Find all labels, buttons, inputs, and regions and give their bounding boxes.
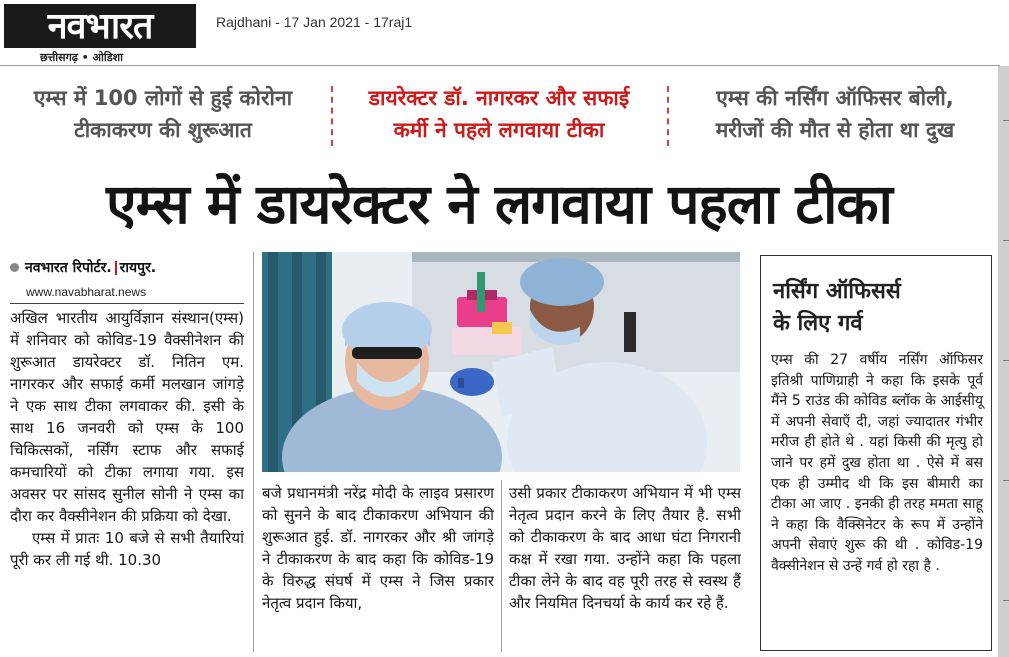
article-column-2 [262, 482, 494, 652]
teaser-separator [331, 86, 333, 146]
sidebar-title-line-2: के लिए गर्व [773, 311, 863, 336]
byline-divider [115, 261, 117, 275]
bullet-icon [10, 263, 19, 272]
teaser-left-line-2: टीकाकरण की शुरूआत [74, 118, 252, 142]
byline-reporter: नवभारत रिपोर्टर. [25, 260, 112, 276]
article-paragraph: अखिल भारतीय आयुर्विज्ञान संस्थान(एम्स) में शनिवार को कोविड-19 वैक्सीनेशन की शुरूआत डायरेक्टर डॉ. नितिन एम. नागरकर और सफाई कर्मी मलखान जांगड़े ने एक साथ टीका लगवाकर की. इसी के साथ 16 जनवरी को एम्स के 100 चिकित्सकों, नर्सिंग स्टाफ और सफाई कमचारियों को टीका लगाया गया. इस अवसर पर सांसद सुनील सोनी ने एम्स का दौरा कर वैक्सीनेशन की प्रक्रिया को देखा. [10, 309, 244, 525]
article-column-3 [509, 482, 741, 652]
vaccination-photo [262, 252, 740, 472]
article-column-1 [10, 307, 244, 651]
article-paragraph: एम्स में प्रातः 10 बजे से सभी तैयारियां पूरी कर ली गई थी. 10.30 [10, 529, 244, 569]
sidebar-title-line-1: नर्सिंग ऑफिसर्स [773, 279, 901, 304]
website-link[interactable]: www.navabharat.news [26, 285, 147, 299]
page-dateline: Rajdhani - 17 Jan 2021 - 17raj1 [216, 14, 413, 30]
teaser-right-line-1: एम्स की नर्सिंग ऑफिसर बोली, [716, 86, 954, 110]
photo-illustration [262, 252, 740, 472]
sidebar-text: एम्स की 27 वर्षीय नर्सिंग ऑफिसर इतिश्री पाणिग्राही ने कहा कि इसके पूर्व मैंने 5 राउंड की कोविड ब्लॉक के आईसीयू में अपनी सेवाएँ दी, जहां ज्यादातर गंभीर मरीज ही होते थे . यहां किसी की मृत्यु हो जाने पर हमें दुख होता था . ऐसे में बस एक ही उम्मीद थी कि इस बीमारी का टीका आ जाए . इनकी ही तरह ममता साहू ने कहा कि वैक्सिनेटर के रूप में उन्होंने अपनी सेवाएं शुरू की थी . कोविड-19 वैक्सीनेशन से उन्हें गर्व हो रहा है . [771, 352, 983, 574]
page-edge-strip [998, 66, 1009, 657]
logo-subtitle: छत्तीसगढ़ • ओडिशा [40, 51, 123, 64]
edge-tick [1003, 480, 1009, 481]
article-paragraph: उसी प्रकार टीकाकरण अभियान में भी एम्स नेतृत्व प्रदान करने के लिए तैयार है. सभी को टीकाकरण के बाद आधा घंटा निगरानी कक्ष में रखा गया. उन्होंने कहा कि पहला टीका लेने के बाद वह पूरी तरह से स्वस्थ हैं और नियमित दिनचर्या के कार्य कर रहे हैं. [509, 484, 741, 612]
main-headline: एम्स में डायरेक्टर ने लगवाया पहला टीका [106, 172, 892, 236]
sidebar-box [760, 255, 992, 651]
teaser-right [672, 82, 998, 146]
teaser-center [336, 82, 662, 146]
teaser-left-line-1: एम्स में 100 लोगों से हुई कोरोना [33, 86, 293, 110]
sidebar-title [773, 276, 983, 340]
masthead-divider [0, 65, 1000, 66]
column-divider [253, 252, 254, 652]
teaser-separator [667, 86, 669, 146]
teaser-center-line-2: कर्मी ने पहले लगवाया टीका [393, 118, 605, 142]
teaser-center-line-1: डायरेक्टर डॉ. नागरकर और सफाई [368, 86, 630, 110]
byline-rule [10, 303, 244, 304]
newspaper-logo: नवभारत [4, 4, 196, 48]
teaser-right-line-2: मरीजों की मौत से होता था दुख [715, 118, 955, 142]
teaser-left [0, 82, 326, 146]
column-divider [501, 480, 502, 652]
edge-tick [1003, 360, 1009, 361]
byline-city: रायपुर. [119, 260, 157, 276]
edge-tick [1003, 120, 1009, 121]
article-paragraph: बजे प्रधानमंत्री नरेंद्र मोदी के लाइव प्रसारण को सुनने के बाद टीकाकरण अभियान की शुरूआत हुई. डॉ. नागरकर और श्री जांगड़े ने टीकाकरण के बाद कहा कि कोविड-19 के विरुद्ध संघर्ष में एम्स ने जिस प्रकार नेतृत्व प्रदान किया, [262, 484, 494, 612]
byline [10, 258, 250, 277]
edge-tick [1003, 600, 1009, 601]
edge-tick [1003, 240, 1009, 241]
